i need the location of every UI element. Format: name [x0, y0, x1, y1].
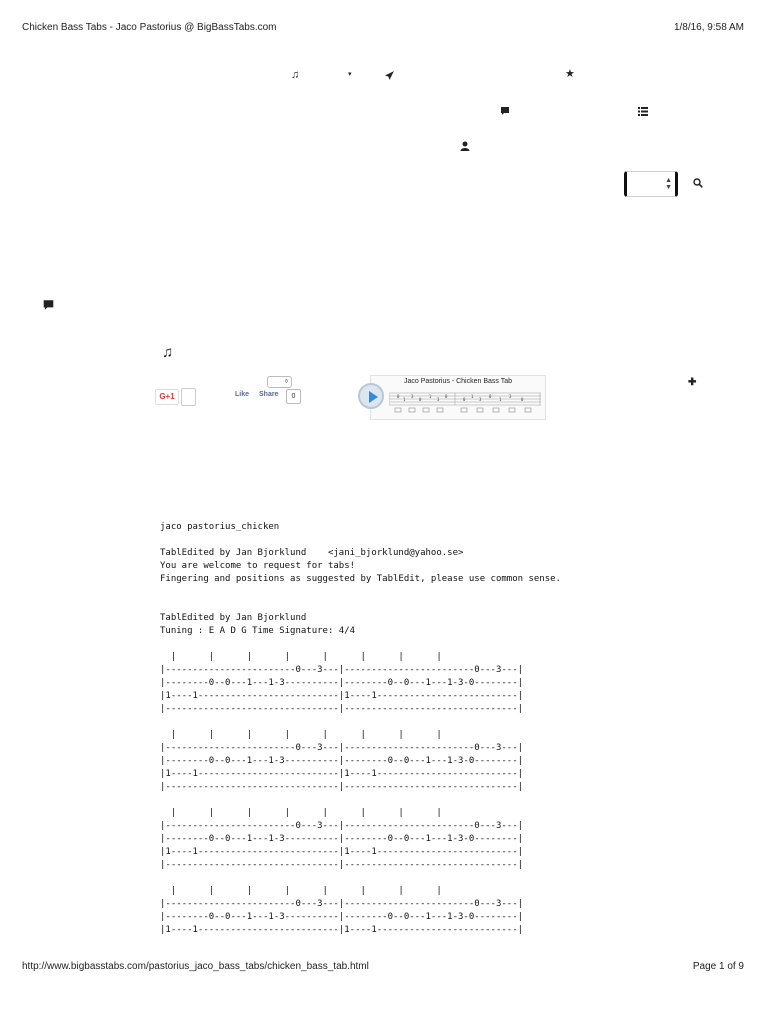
svg-text:0: 0: [463, 397, 466, 402]
svg-text:1: 1: [429, 394, 432, 399]
page-url: http://www.bigbasstabs.com/pastorius_jaco_bass_tabs/chicken_bass_tab.html: [22, 961, 369, 972]
share-count: 0: [286, 389, 301, 404]
user-icon[interactable]: [460, 141, 470, 151]
search-category-select[interactable]: [624, 171, 678, 197]
svg-text:0: 0: [445, 394, 448, 399]
caret-down-icon[interactable]: ▾: [348, 71, 352, 78]
page-title: Chicken Bass Tabs - Jaco Pastorius @ BigBassTabs.com: [22, 22, 277, 33]
svg-text:0: 0: [397, 394, 400, 399]
svg-text:3: 3: [411, 394, 414, 399]
tab-notation-preview: [389, 389, 541, 415]
star-icon[interactable]: ★: [565, 68, 575, 80]
music-note-icon: ♫: [162, 344, 174, 361]
svg-text:1: 1: [499, 397, 502, 402]
page-number: Page 1 of 9: [692, 961, 744, 972]
svg-text:3: 3: [479, 397, 482, 402]
search-icon[interactable]: [693, 178, 703, 188]
play-button[interactable]: [358, 383, 384, 409]
google-plus-count: [181, 388, 196, 406]
like-button[interactable]: Like: [235, 391, 250, 398]
comment-icon[interactable]: [500, 106, 510, 116]
send-icon[interactable]: [384, 70, 395, 81]
svg-text:1: 1: [403, 397, 406, 402]
svg-text:3: 3: [509, 394, 512, 399]
svg-text:1: 1: [471, 394, 474, 399]
print-datetime: 1/8/16, 9:58 AM: [673, 22, 744, 33]
google-plus-button[interactable]: G+1: [155, 389, 179, 405]
share-options-select[interactable]: ◊: [267, 376, 292, 388]
svg-text:3: 3: [437, 397, 440, 402]
list-icon[interactable]: [638, 107, 648, 116]
svg-text:0: 0: [489, 394, 492, 399]
player-title: Jaco Pastorius - Chicken Bass Tab: [403, 378, 513, 385]
svg-text:0: 0: [521, 397, 524, 402]
plus-icon[interactable]: ✚: [688, 377, 697, 388]
bass-tab-content: jaco pastorius_chicken TablEdited by Jan Bjorklund <jani_bjorklund@yahoo.se> You are welcome to request for tabs! Fingering and positions as suggested by TablEdit, please use common sense. TablEdited by Jan Bjorklund Tuning : E A D G Time Signature: 4/4 | | | | | | | | |------------------------0---3---|------------------------0---3---| |--------0--0---1---1-3----------|--------0--0---1---1-3-0--------| |1----1--------------------------|1----1--------------------------| |--------------------------------|--------------------------------| | | | | | | | | |------------------------0---3---|------------------------0---3---| |--------0--0---1---1-3----------|--------0--0---1---1-3-0--------| |1----1--------------------------|1----1--------------------------| |--------------------------------|--------------------------------| | | | | | | | | |------------------------0---3---|------------------------0---3---| |--------0--0---1---1-3----------|--------0--0---1---1-3-0--------| |1----1--------------------------|1----1--------------------------| |--------------------------------|--------------------------------| | | | | | | | | |------------------------0---3---|------------------------0---3---| |--------0--0---1---1-3----------|--------0--0---1---1-3-0--------| |1----1--------------------------|1----1--------------------------|: [160, 522, 561, 935]
music-note-icon[interactable]: ♫: [291, 69, 300, 81]
svg-text:0: 0: [419, 397, 422, 402]
tab-player[interactable]: [370, 375, 546, 420]
comment-icon[interactable]: [42, 299, 55, 311]
share-button[interactable]: Share: [259, 391, 279, 398]
select-arrows-icon: ▲ ▼: [665, 177, 672, 191]
